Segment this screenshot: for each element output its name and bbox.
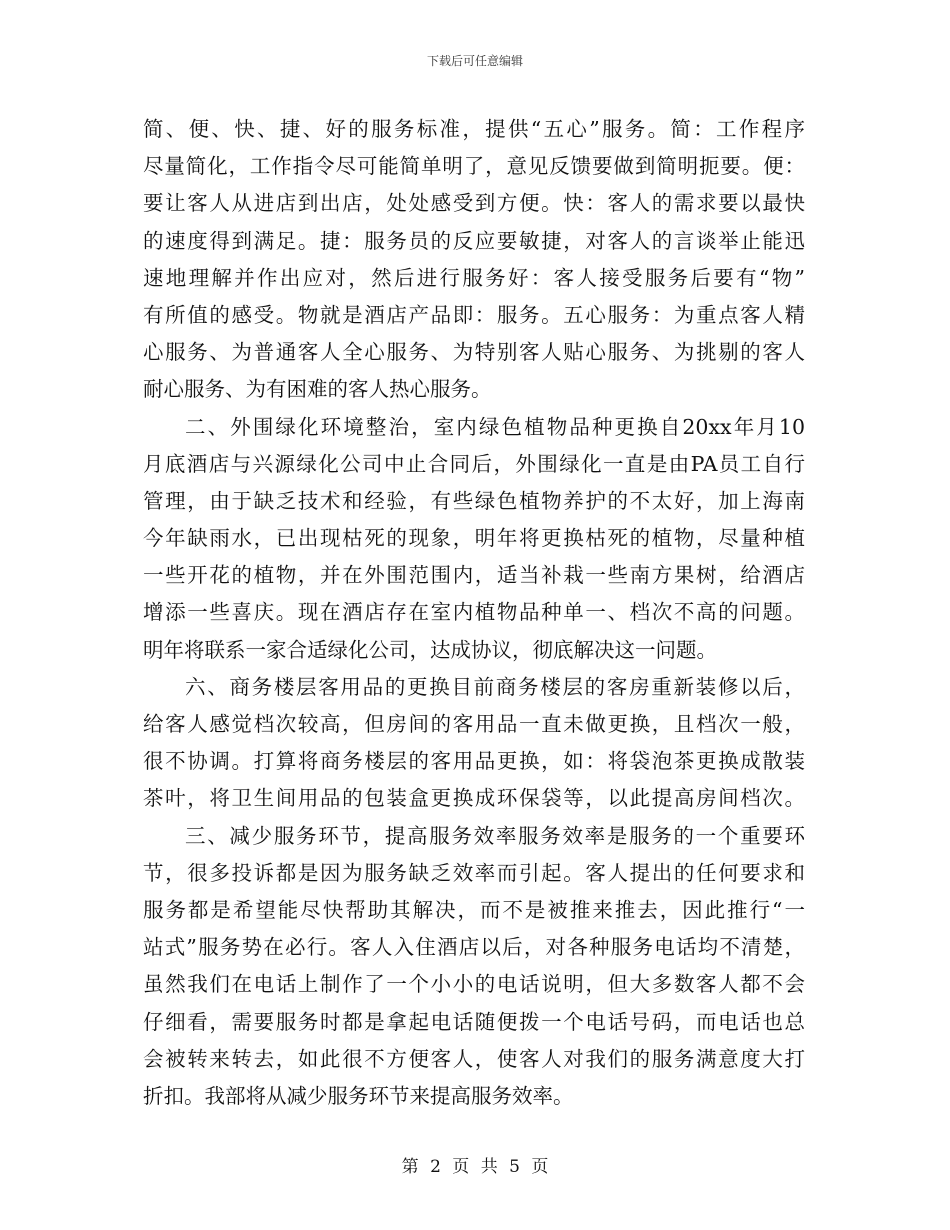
document-body bbox=[143, 111, 805, 1115]
text-line: 今年缺雨水，已出现枯死的现象，明年将更换枯死的植物，尽量种植 bbox=[143, 526, 805, 551]
text-line: 节，很多投诉都是因为服务缺乏效率而引起。客人提出的任何要求和 bbox=[143, 860, 805, 885]
text-line: 站式”服务势在必行。客人入住酒店以后，对各种服务电话均不清楚， bbox=[143, 935, 805, 960]
text-line: 要让客人从进店到出店，处处感受到方便。快：客人的需求要以最快 bbox=[143, 191, 805, 216]
page-number-footer: 第 2 页 共 5 页 bbox=[401, 1157, 549, 1177]
text-line: 仔细看，需要服务时都是拿起电话随便拨一个电话号码，而电话也总 bbox=[143, 1009, 805, 1034]
page-header: 下载后可任意编辑 bbox=[426, 54, 523, 68]
text-line: 明年将联系一家合适绿化公司，达成协议，彻底解决这一问题。 bbox=[143, 637, 717, 662]
text-line: 给客人感觉档次较高，但房间的客用品一直未做更换，且档次一般， bbox=[143, 712, 805, 736]
text-line: 一些开花的植物，并在外围范围内，适当补栽一些南方果树，给酒店 bbox=[143, 563, 805, 588]
text-line: 三、减少服务环节，提高服务效率服务效率是服务的一个重要环 bbox=[185, 823, 805, 848]
text-line: 茶叶，将卫生间用品的包装盒更换成环保袋等，以此提高房间档次。 bbox=[143, 786, 805, 811]
text-line: 速地理解并作出应对，然后进行服务好：客人接受服务后要有“物” bbox=[143, 265, 805, 290]
text-line: 虽然我们在电话上制作了一个小小的电话说明，但大多数客人都不会 bbox=[143, 972, 805, 997]
text-line: 折扣。我部将从减少服务环节来提高服务效率。 bbox=[143, 1083, 574, 1108]
text-line: 很不协调。打算将商务楼层的客用品更换，如：将袋泡茶更换成散装 bbox=[143, 749, 805, 774]
text-line: 尽量简化，工作指令尽可能简单明了，意见反馈要做到简明扼要。便： bbox=[143, 154, 805, 179]
text-line: 管理，由于缺乏技术和经验，有些绿色植物养护的不太好，加上海南 bbox=[143, 488, 805, 513]
text-line: 增添一些喜庆。现在酒店存在室内植物品种单一、档次不高的问题。 bbox=[143, 600, 805, 625]
text-line: 服务都是希望能尽快帮助其解决，而不是被推来推去，因此推行“一 bbox=[143, 897, 805, 922]
text-line: 二、外围绿化环境整治，室内绿色植物品种更换自20xx年月10 bbox=[185, 414, 805, 439]
text-line: 六、商务楼层客用品的更换目前商务楼层的客房重新装修以后， bbox=[185, 674, 805, 699]
text-line: 月底酒店与兴源绿化公司中止合同后，外围绿化一直是由PA员工自行 bbox=[143, 451, 805, 476]
text-line: 有所值的感受。物就是酒店产品即：服务。五心服务：为重点客人精 bbox=[143, 302, 805, 327]
text-line: 心服务、为普通客人全心服务、为特别客人贴心服务、为挑剔的客人 bbox=[143, 340, 805, 365]
text-line: 的速度得到满足。捷：服务员的反应要敏捷，对客人的言谈举止能迅 bbox=[143, 228, 805, 253]
text-line: 耐心服务、为有困难的客人热心服务。 bbox=[143, 377, 492, 402]
text-line: 简、便、快、捷、好的服务标准，提供“五心”服务。简：工作程序 bbox=[143, 117, 805, 141]
text-line: 会被转来转去，如此很不方便客人，使客人对我们的服务满意度大打 bbox=[143, 1046, 805, 1071]
